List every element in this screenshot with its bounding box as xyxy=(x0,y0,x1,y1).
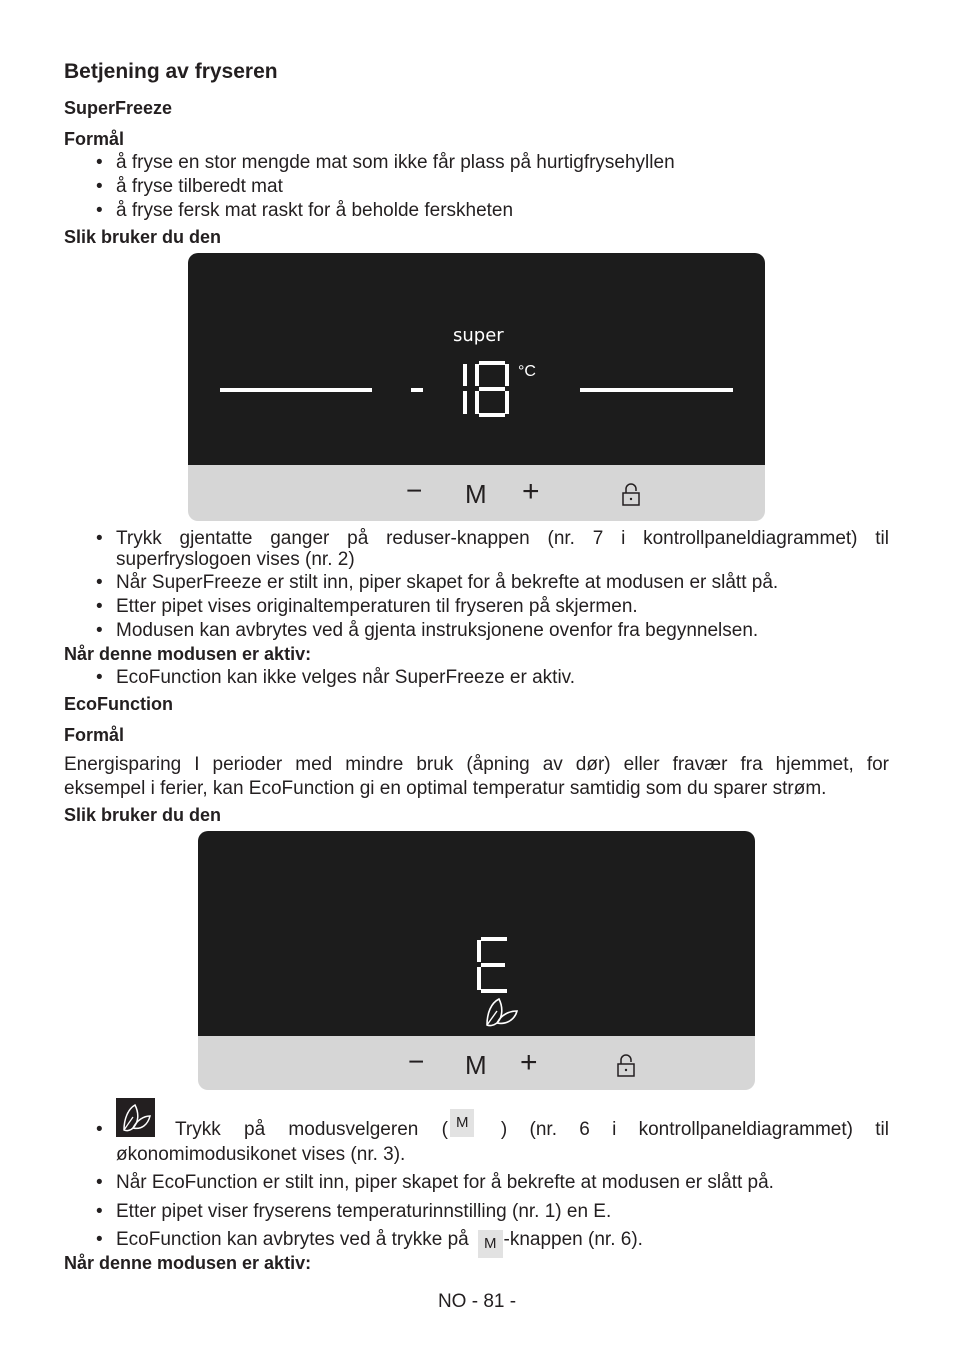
superfreeze-howto-heading: Slik bruker du den xyxy=(64,227,222,247)
right-bar xyxy=(580,388,733,392)
bullet: • xyxy=(96,176,103,197)
bullet: • xyxy=(96,1172,103,1193)
eco-step-4-text-b: -knappen (nr. 6). xyxy=(503,1229,643,1250)
bullet: • xyxy=(96,152,103,173)
seven-segment-temperature xyxy=(403,358,533,420)
bullet: • xyxy=(96,200,103,221)
display-screen xyxy=(188,253,765,465)
unit-celsius: °C xyxy=(518,363,536,380)
display-screen xyxy=(198,831,755,1036)
ecofunction-howto-heading: Slik bruker du den xyxy=(64,805,222,825)
eco-step-1 xyxy=(175,1114,889,1146)
list-item: Trykk gjentatte ganger på reduser-knappen (nr. 7 i kontrollpaneldiagrammet) til xyxy=(116,528,889,549)
superfreeze-title: SuperFreeze xyxy=(64,98,173,118)
ecofunction-active-heading: Når denne modusen er aktiv: xyxy=(64,1253,312,1273)
list-item: å fryse tilberedt mat xyxy=(116,176,283,197)
lock-icon[interactable] xyxy=(616,1054,636,1078)
bullet: • xyxy=(96,596,103,617)
ecofunction-purpose-line1: Energisparing I perioder med mindre bruk (åpning av dør) eller fravær fra hjemmet, for xyxy=(64,754,889,775)
list-item: EcoFunction kan ikke velges når SuperFreeze er aktiv. xyxy=(116,667,576,688)
bullet: • xyxy=(96,667,103,688)
list-item: Modusen kan avbrytes ved å gjenta instruksjonene ovenfor fra begynnelsen. xyxy=(116,620,759,641)
mode-key-inline: M xyxy=(478,1230,503,1258)
bullet: • xyxy=(96,1229,103,1250)
superfreeze-display-panel xyxy=(188,253,765,521)
list-item-continued: superfryslogoen vises (nr. 2) xyxy=(116,549,355,570)
section-title: Betjening av fryseren xyxy=(64,60,278,83)
eco-leaf-icon xyxy=(483,997,519,1029)
list-item: å fryse fersk mat raskt for å beholde ferskheten xyxy=(116,200,514,221)
bullet: • xyxy=(96,528,103,549)
list-item: Etter pipet viser fryserens temperaturinnstilling (nr. 1) en E. xyxy=(116,1201,612,1222)
super-label: super xyxy=(453,325,504,346)
list-item: Etter pipet vises originaltemperaturen til fryseren på skjermen. xyxy=(116,596,638,617)
ecofunction-purpose-heading: Formål xyxy=(64,725,125,745)
list-item: å fryse en stor mengde mat som ikke får plass på hurtigfrysehyllen xyxy=(116,152,675,173)
minus-button[interactable]: − xyxy=(406,475,423,506)
lock-icon[interactable] xyxy=(621,483,641,507)
bullet: • xyxy=(96,572,103,593)
plus-button[interactable]: + xyxy=(520,1046,538,1079)
ecofunction-purpose-line2: eksempel i ferier, kan EcoFunction gi en optimal temperatur samtidig som du sparer strøm. xyxy=(64,778,827,799)
page-number: NO - 81 - xyxy=(437,1291,517,1312)
mode-key-inline: M xyxy=(450,1109,475,1137)
mode-button[interactable]: M xyxy=(465,479,487,509)
control-bar xyxy=(188,465,765,521)
ecofunction-display-panel xyxy=(198,831,755,1090)
eco-step-1-text-b: ) (nr. 6 i kontrollpaneldiagrammet) til xyxy=(500,1119,889,1140)
list-item-continued: økonomimodusikonet vises (nr. 3). xyxy=(116,1144,406,1165)
bullet: • xyxy=(96,620,103,641)
left-bar xyxy=(220,388,372,392)
ecofunction-title: EcoFunction xyxy=(64,694,173,714)
plus-button[interactable]: + xyxy=(522,475,540,508)
list-item xyxy=(116,1228,643,1256)
seven-segment-e xyxy=(473,934,513,996)
eco-step-4-text-a: EcoFunction kan avbrytes ved å trykke på xyxy=(116,1229,469,1250)
bullet: • xyxy=(96,1201,103,1222)
superfreeze-active-heading: Når denne modusen er aktiv: xyxy=(64,644,312,664)
eco-step-1-text-a: Trykk på modusvelgeren ( xyxy=(175,1119,448,1140)
minus-button[interactable]: − xyxy=(408,1046,425,1077)
mode-button[interactable]: M xyxy=(465,1050,487,1080)
list-item: Når EcoFunction er stilt inn, piper skapet for å bekrefte at modusen er slått på. xyxy=(116,1172,774,1193)
control-bar xyxy=(198,1036,755,1090)
superfreeze-purpose-heading: Formål xyxy=(64,129,125,149)
bullet: • xyxy=(96,1119,103,1140)
eco-mode-icon xyxy=(116,1098,155,1137)
list-item: Når SuperFreeze er stilt inn, piper skapet for å bekrefte at modusen er slått på. xyxy=(116,572,779,593)
